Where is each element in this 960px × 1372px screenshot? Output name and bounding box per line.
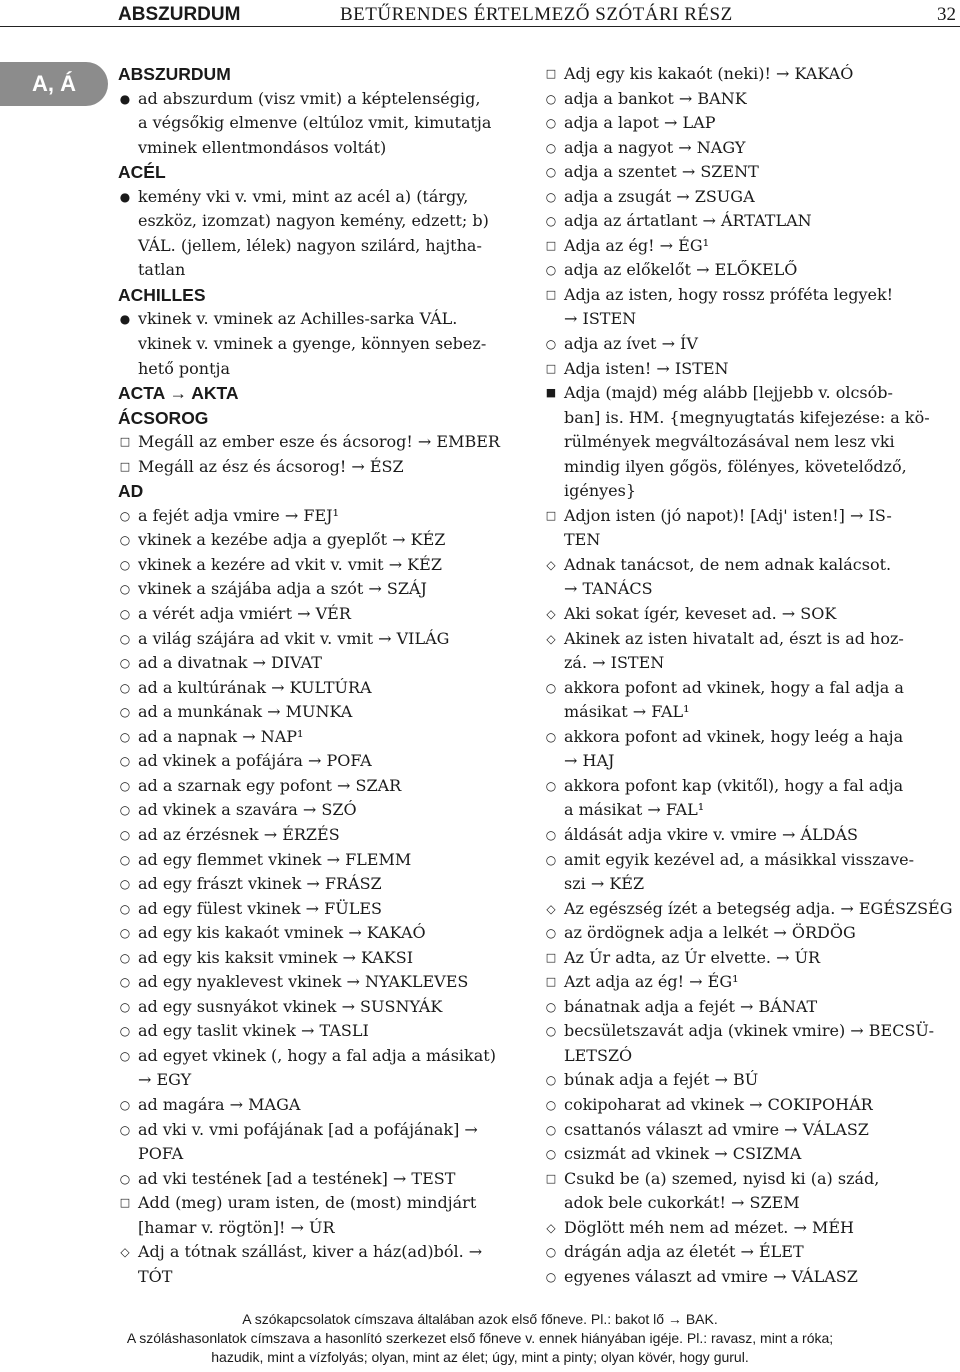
entry-continuation [112,357,528,382]
circle-marker-icon: ○ [119,705,131,720]
letter-tab-label: A, Á [32,71,76,96]
entry-text: kemény vki v. vmi, mint az acél a) (tárgy, [138,186,469,206]
entry-text: LETSZÓ [564,1045,633,1065]
entry-text: csizmát ad vkinek → CSIZMA [564,1144,802,1164]
entry-text: egyenes választ ad vmire → VÁLASZ [564,1266,858,1286]
entry-text: adja az előkelőt → ELŐKELŐ [564,260,798,280]
entry-text: Akinek az isten hivatalt ad, észt is ad hoz- [564,628,904,648]
entry-text: akkora pofont kap (vkitől), hogy a fal adja [564,775,904,795]
entry-text: ad egy frászt vkinek → FRÁSZ [138,874,382,894]
entry-line [538,1167,958,1192]
entry-line [112,430,528,455]
circle-marker-icon: ○ [545,926,557,941]
entry-continuation [112,209,528,234]
entry-text: → HAJ [564,751,615,771]
entry-text: → EGY [138,1070,192,1090]
entry-line [112,185,528,210]
square-marker-icon: □ [545,975,557,989]
circle-marker-icon: ○ [119,508,131,523]
entry-text: ad vkinek a szavára → SZÓ [138,800,357,820]
entry-line [538,504,958,529]
entry-line [538,160,958,185]
entry-text: mindig ilyen gőgös, fölényes, követelődző, [564,456,907,476]
entry-text: tatlan [138,260,186,280]
entry-continuation [112,332,528,357]
entry-text: TEN [564,530,601,550]
entry-continuation [112,1068,528,1093]
circle-marker-icon: ○ [119,1097,131,1112]
circle-marker-icon: ○ [545,165,557,180]
entry-line [112,577,528,602]
entry-line [538,136,958,161]
entry-text: VÁL. (jellem, lélek) nagyon szilárd, hajtha- [138,235,482,255]
entry-line [538,970,958,995]
circle-marker-icon: ○ [545,1245,557,1260]
circle-marker-icon: ○ [545,1147,557,1162]
entry-continuation [538,455,958,480]
entry-text: [hamar v. rögtön]! → ÚR [138,1217,335,1237]
entry-heading [112,62,528,87]
entry-line [112,1044,528,1069]
entry-text: Adja az isten, hogy rossz próféta legyek! [564,284,894,304]
entry-text: becsületszavát adja (vkinek vmire) → BECSÜ- [564,1021,935,1041]
entry-line [538,357,958,382]
entry-text: a fejét adja vmire → FEJ¹ [138,505,339,525]
header-title: BETŰRENDES ÉRTELMEZŐ SZÓTÁRI RÉSZ [340,4,733,25]
entry-continuation [538,577,958,602]
entry-continuation [538,528,958,553]
entry-text: cokipoharat ad vkinek → COKIPOHÁR [564,1094,873,1114]
entry-line [112,553,528,578]
entry-text: rülmények megváltozásával nem lesz vki [564,432,895,452]
entry-line [538,381,958,406]
entry-continuation [538,430,958,455]
entry-text: csattanós választ ad vmire → VÁLASZ [564,1119,869,1139]
entry-text: szi → KÉZ [564,874,645,894]
entry-text: vkinek a kezére ad vkit v. vmit → KÉZ [138,554,442,574]
diamond-marker-icon: ◇ [546,631,556,646]
entry-line [538,332,958,357]
right-column [538,62,958,1289]
entry-line [112,921,528,946]
entry-line [538,1142,958,1167]
entry-line [538,627,958,652]
entry-line [538,848,958,873]
entry-line [112,725,528,750]
circle-marker-icon: ○ [545,1024,557,1039]
entry-text: másikat → FAL¹ [564,702,690,722]
circle-marker-icon: ○ [545,827,557,842]
entry-line [538,553,958,578]
entry-text: adja a nagyot → NAGY [564,137,746,157]
entry-text: ad vki testének [ad a testének] → TEST [138,1168,456,1188]
entry-continuation [538,798,958,823]
diamond-marker-icon: ◇ [546,1220,556,1235]
entry-continuation [538,872,958,897]
entry-text: ad a szarnak egy pofont → SZAR [138,775,402,795]
entry-line [112,528,528,553]
entry-continuation [538,479,958,504]
entry-line [112,798,528,823]
entry-line [538,87,958,112]
entry-line [112,872,528,897]
entry-line [538,823,958,848]
entry-text: → ISTEN [564,309,637,329]
entry-continuation [538,651,958,676]
circle-marker-icon: ○ [119,1048,131,1063]
circle-marker-icon: ○ [119,631,131,646]
entry-line [112,897,528,922]
entry-text: ad egy taslit vkinek → TASLI [138,1021,369,1041]
entry-continuation [112,258,528,283]
entry-line [538,185,958,210]
entry-text: adok bele cukorkát! → SZEM [564,1193,800,1213]
entry-continuation [538,1044,958,1069]
entry-text: AD [118,481,144,502]
entry-text: a végsőkig elmenve (eltúloz vmit, kimutatja [138,113,492,133]
entry-text: ad egyet vkinek (, hogy a fal adja a másikat) [138,1045,496,1065]
entry-text: drágán adja az életét → ÉLET [564,1242,804,1262]
square-marker-icon: □ [545,361,557,375]
entry-text: → TANÁCS [564,579,653,599]
entry-line [112,455,528,480]
entry-text: Az egészség ízét a betegség adja. → EGÉSZSÉG [564,898,953,918]
entry-text: az ördögnek adja a lelkét → ÖRDÖG [564,923,856,943]
circle-marker-icon: ○ [119,533,131,548]
letter-tab [0,62,108,106]
entry-text: bánatnak adja a fejét → BÁNAT [564,996,818,1016]
entry-text: a másikat → FAL¹ [564,800,705,820]
entry-text: áldását adja vkire v. vmire → ÁLDÁS [564,824,858,844]
entry-heading [112,283,528,308]
entry-line [112,848,528,873]
entry-text: POFA [138,1144,184,1164]
entry-text: igényes} [564,481,637,501]
square-marker-icon: □ [545,950,557,964]
entry-text: Adja az ég! → ÉG¹ [564,235,710,255]
entry-line [112,307,528,332]
entry-line [112,1167,528,1192]
footer-line: A szókapcsolatok címszava általában azok első főneve. Pl.: bakot lő → BAK. [242,1311,718,1327]
entry-line [538,774,958,799]
circle-marker-icon: ○ [545,189,557,204]
entry-text: Döglött méh nem ad mézet. → MÉH [564,1217,854,1237]
circle-marker-icon: ○ [119,950,131,965]
entry-line [112,87,528,112]
dot-marker-icon: ● [119,91,131,106]
entry-text: akkora pofont ad vkinek, hogy leég a haja [564,726,904,746]
entry-line [112,823,528,848]
circle-marker-icon: ○ [545,1122,557,1137]
entry-heading [112,381,528,406]
square-marker-icon: □ [119,1196,131,1210]
entry-continuation [112,136,528,161]
square-marker-icon: □ [119,435,131,449]
square-marker-icon: □ [545,287,557,301]
entry-text: adja a szentet → SZENT [564,162,759,182]
circle-marker-icon: ○ [545,852,557,867]
circle-marker-icon: ○ [545,1073,557,1088]
entry-text: akkora pofont ad vkinek, hogy a fal adja a [564,677,904,697]
entry-line [538,111,958,136]
entry-continuation [112,1216,528,1241]
entry-line [538,209,958,234]
entry-line [112,1118,528,1143]
circle-marker-icon: ○ [545,140,557,155]
entry-text: vkinek v. vminek a gyenge, könnyen sebez- [138,334,487,354]
entry-text: adja az ívet → ÍV [564,334,698,354]
entry-continuation [538,700,958,725]
entry-heading [112,479,528,504]
circle-marker-icon: ○ [545,680,557,695]
entry-text: ad egy kis kaksit vminek → KAKSI [138,947,414,967]
entry-heading [112,406,528,431]
entry-line [538,62,958,87]
circle-marker-icon: ○ [119,607,131,622]
entry-text: a vérét adja vmiért → VÉR [138,604,351,624]
entry-line [112,970,528,995]
circle-marker-icon: ○ [119,557,131,572]
entry-line [538,676,958,701]
entry-line [538,1265,958,1290]
circle-marker-icon: ○ [545,999,557,1014]
page-number: 32 [937,4,956,25]
circle-marker-icon: ○ [119,901,131,916]
entry-line [112,602,528,627]
entry-text: ad magára → MAGA [138,1094,301,1114]
entry-text: Az Úr adta, az Úr elvette. → ÚR [564,947,821,967]
circle-marker-icon: ○ [119,827,131,842]
circle-marker-icon: ○ [119,754,131,769]
entry-line [112,1019,528,1044]
footer-line: A szóláshasonlatok címszava a hasonlító szerkezet első főneve v. ennek hiányában igéje. Pl.: ravasz, mint a róka; [126,1330,834,1346]
entry-text: ad egy nyaklevest vkinek → NYAKLEVES [138,972,469,992]
entry-text: Azt adja az ég! → ÉG¹ [564,972,739,992]
entry-text: zá. → ISTEN [564,653,665,673]
entry-text: vkinek a szájába adja a szót → SZÁJ [138,579,427,599]
entry-line [112,946,528,971]
entry-text: Adj a tótnak szállást, kiver a ház(ad)ból. → [138,1242,483,1262]
dot-marker-icon: ● [119,189,131,204]
entry-text: ad vkinek a pofájára → POFA [138,751,372,771]
filled-marker-icon: ■ [545,386,557,400]
entry-line [112,676,528,701]
entry-line [538,725,958,750]
circle-marker-icon: ○ [119,975,131,990]
circle-marker-icon: ○ [119,803,131,818]
entry-text: vkinek a kezébe adja a gyeplőt → KÉZ [138,530,446,550]
entry-text: búnak adja a fejét → BÚ [564,1070,759,1090]
entry-text: ad egy flemmet vkinek → FLEMM [138,849,412,869]
entry-text: ACÉL [118,162,166,183]
entry-text: ÁCSOROG [118,407,209,428]
entry-line [112,700,528,725]
entry-line [538,1216,958,1241]
page-header [0,0,960,27]
diamond-marker-icon: ◇ [546,607,556,622]
entry-text: ACHILLES [118,284,206,305]
entry-text: ad a divatnak → DIVAT [138,653,322,673]
entry-text: Aki sokat ígér, keveset ad. → SOK [564,604,837,624]
entry-text: ad a napnak → NAP¹ [138,726,304,746]
entry-text: ad vki v. vmi pofájának [ad a pofájának] → [138,1119,478,1139]
entry-line [538,1093,958,1118]
left-column [112,62,528,1289]
page-footer [0,1310,960,1367]
circle-marker-icon: ○ [119,1122,131,1137]
entry-continuation [112,111,528,136]
entry-text: Megáll az ész és ácsorog! → ÉSZ [138,456,404,476]
circle-marker-icon: ○ [119,1171,131,1186]
entry-line [538,234,958,259]
square-marker-icon: □ [545,1171,557,1185]
square-marker-icon: □ [545,238,557,252]
circle-marker-icon: ○ [119,877,131,892]
entry-line [538,921,958,946]
circle-marker-icon: ○ [119,729,131,744]
entry-text: Add (meg) uram isten, de (most) mindjárt [138,1193,477,1213]
entry-line [112,774,528,799]
entry-continuation [538,406,958,431]
entry-text: ad az érzésnek → ÉRZÉS [138,824,340,844]
dot-marker-icon: ● [119,312,131,327]
circle-marker-icon: ○ [119,656,131,671]
circle-marker-icon: ○ [119,680,131,695]
entry-text: adja az ártatlant → ÁRTATLAN [564,211,812,231]
diamond-marker-icon: ◇ [120,1245,130,1260]
entry-continuation [112,1265,528,1290]
entry-text: adja a lapot → LAP [564,113,716,133]
entry-line [112,1240,528,1265]
entry-line [538,1019,958,1044]
circle-marker-icon: ○ [545,1097,557,1112]
entry-text: Adj egy kis kakaót (neki)! → KAKAÓ [564,64,854,83]
header-section: ABSZURDUM [118,4,241,25]
entry-text: vkinek v. vminek az Achilles-sarka VÁL. [138,309,458,329]
entry-text: ad egy kis kakaót vminek → KAKAÓ [138,923,426,943]
entry-text: ad egy fülest vkinek → FÜLES [138,898,382,918]
entry-line [538,1240,958,1265]
entry-text: eszköz, izomzat) nagyon kemény, edzett; b) [138,211,489,231]
entry-line [538,897,958,922]
circle-marker-icon: ○ [119,999,131,1014]
entry-line [112,627,528,652]
entry-continuation [538,307,958,332]
entry-line [112,651,528,676]
entry-text: ad a munkának → MUNKA [138,702,353,722]
entry-text: Adjon isten (jó napot)! [Adj' isten!] → IS- [564,505,892,525]
entry-text: Adja (majd) még alább [lejjebb v. olcsób- [564,383,893,403]
circle-marker-icon: ○ [545,729,557,744]
entry-line [538,602,958,627]
circle-marker-icon: ○ [545,116,557,131]
circle-marker-icon: ○ [545,778,557,793]
circle-marker-icon: ○ [119,778,131,793]
square-marker-icon: □ [119,459,131,473]
entry-text: ad abszurdum (visz vmit) a képtelenségig, [138,88,481,108]
entry-text: Adnak tanácsot, de nem adnak kalácsot. [564,554,892,574]
entry-line [112,504,528,529]
entry-text: adja a bankot → BANK [564,88,747,108]
entry-line [538,1118,958,1143]
entry-continuation [538,749,958,774]
entry-line [112,995,528,1020]
circle-marker-icon: ○ [545,337,557,352]
entry-line [112,749,528,774]
entry-line [538,258,958,283]
entry-text: a világ szájára ad vkit v. vmit → VILÁG [138,628,450,648]
entry-text: ad a kultúrának → KULTÚRA [138,677,372,697]
square-marker-icon: □ [545,508,557,522]
entry-text: hető pontja [138,358,231,378]
entry-text: Csukd be (a) szemed, nyisd ki (a) szád, [564,1168,880,1188]
circle-marker-icon: ○ [545,91,557,106]
entry-text: ABSZURDUM [118,64,231,84]
entry-text: ad egy susnyákot vkinek → SUSNYÁK [138,996,443,1016]
entry-line [538,283,958,308]
circle-marker-icon: ○ [119,852,131,867]
entry-text: adja a zsugát → ZSUGA [564,186,755,206]
diamond-marker-icon: ◇ [546,901,556,916]
diamond-marker-icon: ◇ [546,557,556,572]
entry-line [112,1191,528,1216]
entry-line [538,1068,958,1093]
entry-text: ban] is. HM. {megnyugtatás kifejezése: a kö- [564,407,930,427]
entry-line [538,995,958,1020]
square-marker-icon: □ [545,67,557,80]
entry-continuation [112,1142,528,1167]
entry-line [538,946,958,971]
circle-marker-icon: ○ [545,263,557,278]
entry-text: vminek ellentmondásos voltát) [138,137,387,157]
circle-marker-icon: ○ [119,926,131,941]
entry-text: Megáll az ember esze és ácsorog! → EMBER [138,432,500,452]
entry-line [112,1093,528,1118]
entry-continuation [538,1191,958,1216]
footer-line: hazudik, mint a vízfolyás; olyan, mint az élet; úgy, mint a pinty; olyan kövér, hogy gurul. [211,1349,749,1365]
circle-marker-icon: ○ [119,582,131,597]
circle-marker-icon: ○ [545,1269,557,1284]
entry-text: TÓT [138,1266,173,1286]
entry-text: ACTA → AKTA [118,383,239,404]
entry-continuation [112,234,528,259]
entry-text: Adja isten! → ISTEN [564,358,729,378]
circle-marker-icon: ○ [545,214,557,229]
circle-marker-icon: ○ [119,1024,131,1039]
entry-text: amit egyik kezével ad, a másikkal visszave- [564,849,914,869]
entry-heading [112,160,528,185]
